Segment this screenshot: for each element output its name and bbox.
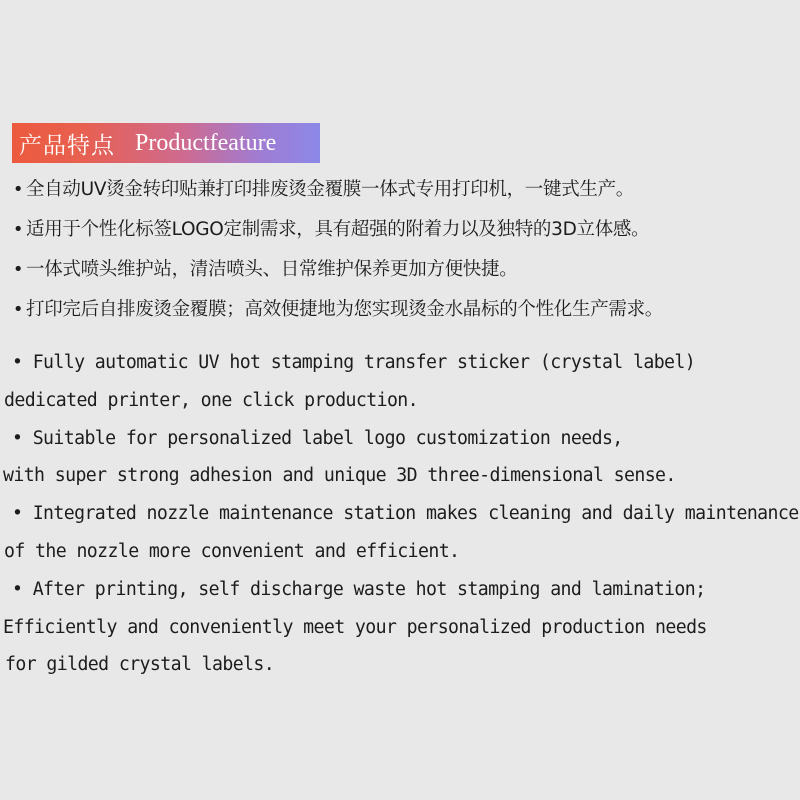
section-header-badge (12, 123, 320, 163)
bullet-icon: • (12, 259, 24, 280)
feature-en-line: Efficiently and conveniently meet your personalized production needs (3, 616, 707, 638)
feature-en-line: for gilded crystal labels. (5, 654, 275, 676)
header-title-cn: 产品特点 (19, 132, 115, 159)
feature-cn-item (10, 170, 663, 210)
bullet-icon: • (12, 299, 24, 320)
feature-en-line: • After printing, self discharge waste hot stamping and lamination; (12, 578, 706, 600)
feature-cn-text: 适用于个性化标签LOGO定制需求，具有超强的附着力以及独特的3D立体感。 (26, 219, 650, 240)
feature-cn-item (10, 250, 663, 290)
feature-en-line: with super strong adhesion and unique 3D three-dimensional sense. (3, 465, 676, 487)
feature-cn-text: 打印完后自排废烫金覆膜；高效便捷地为您实现烫金水晶标的个性化生产需求。 (26, 299, 664, 320)
bullet-icon: • (12, 179, 24, 200)
feature-en-line: of the nozzle more convenient and efficient. (4, 540, 460, 562)
feature-en-line: • Integrated nozzle maintenance station makes cleaning and daily maintenance (12, 503, 799, 525)
feature-en-line: • Suitable for personalized label logo customization needs, (12, 427, 623, 449)
feature-cn-text: 一体式喷头维护站，清洁喷头、日常维护保养更加方便快捷。 (26, 259, 518, 280)
feature-cn-item (10, 290, 663, 330)
feature-cn-item (10, 210, 663, 250)
features-cn-list (10, 170, 663, 330)
bullet-icon: • (12, 219, 24, 240)
features-en-block (0, 344, 799, 684)
feature-en-line: dedicated printer, one click production. (4, 389, 418, 411)
header-title-en: Productfeature (135, 129, 277, 156)
feature-cn-text: 全自动UV烫金转印贴兼打印排废烫金覆膜一体式专用打印机，一键式生产。 (26, 179, 634, 200)
feature-en-line: • Fully automatic UV hot stamping transfer sticker (crystal label) (12, 352, 696, 373)
